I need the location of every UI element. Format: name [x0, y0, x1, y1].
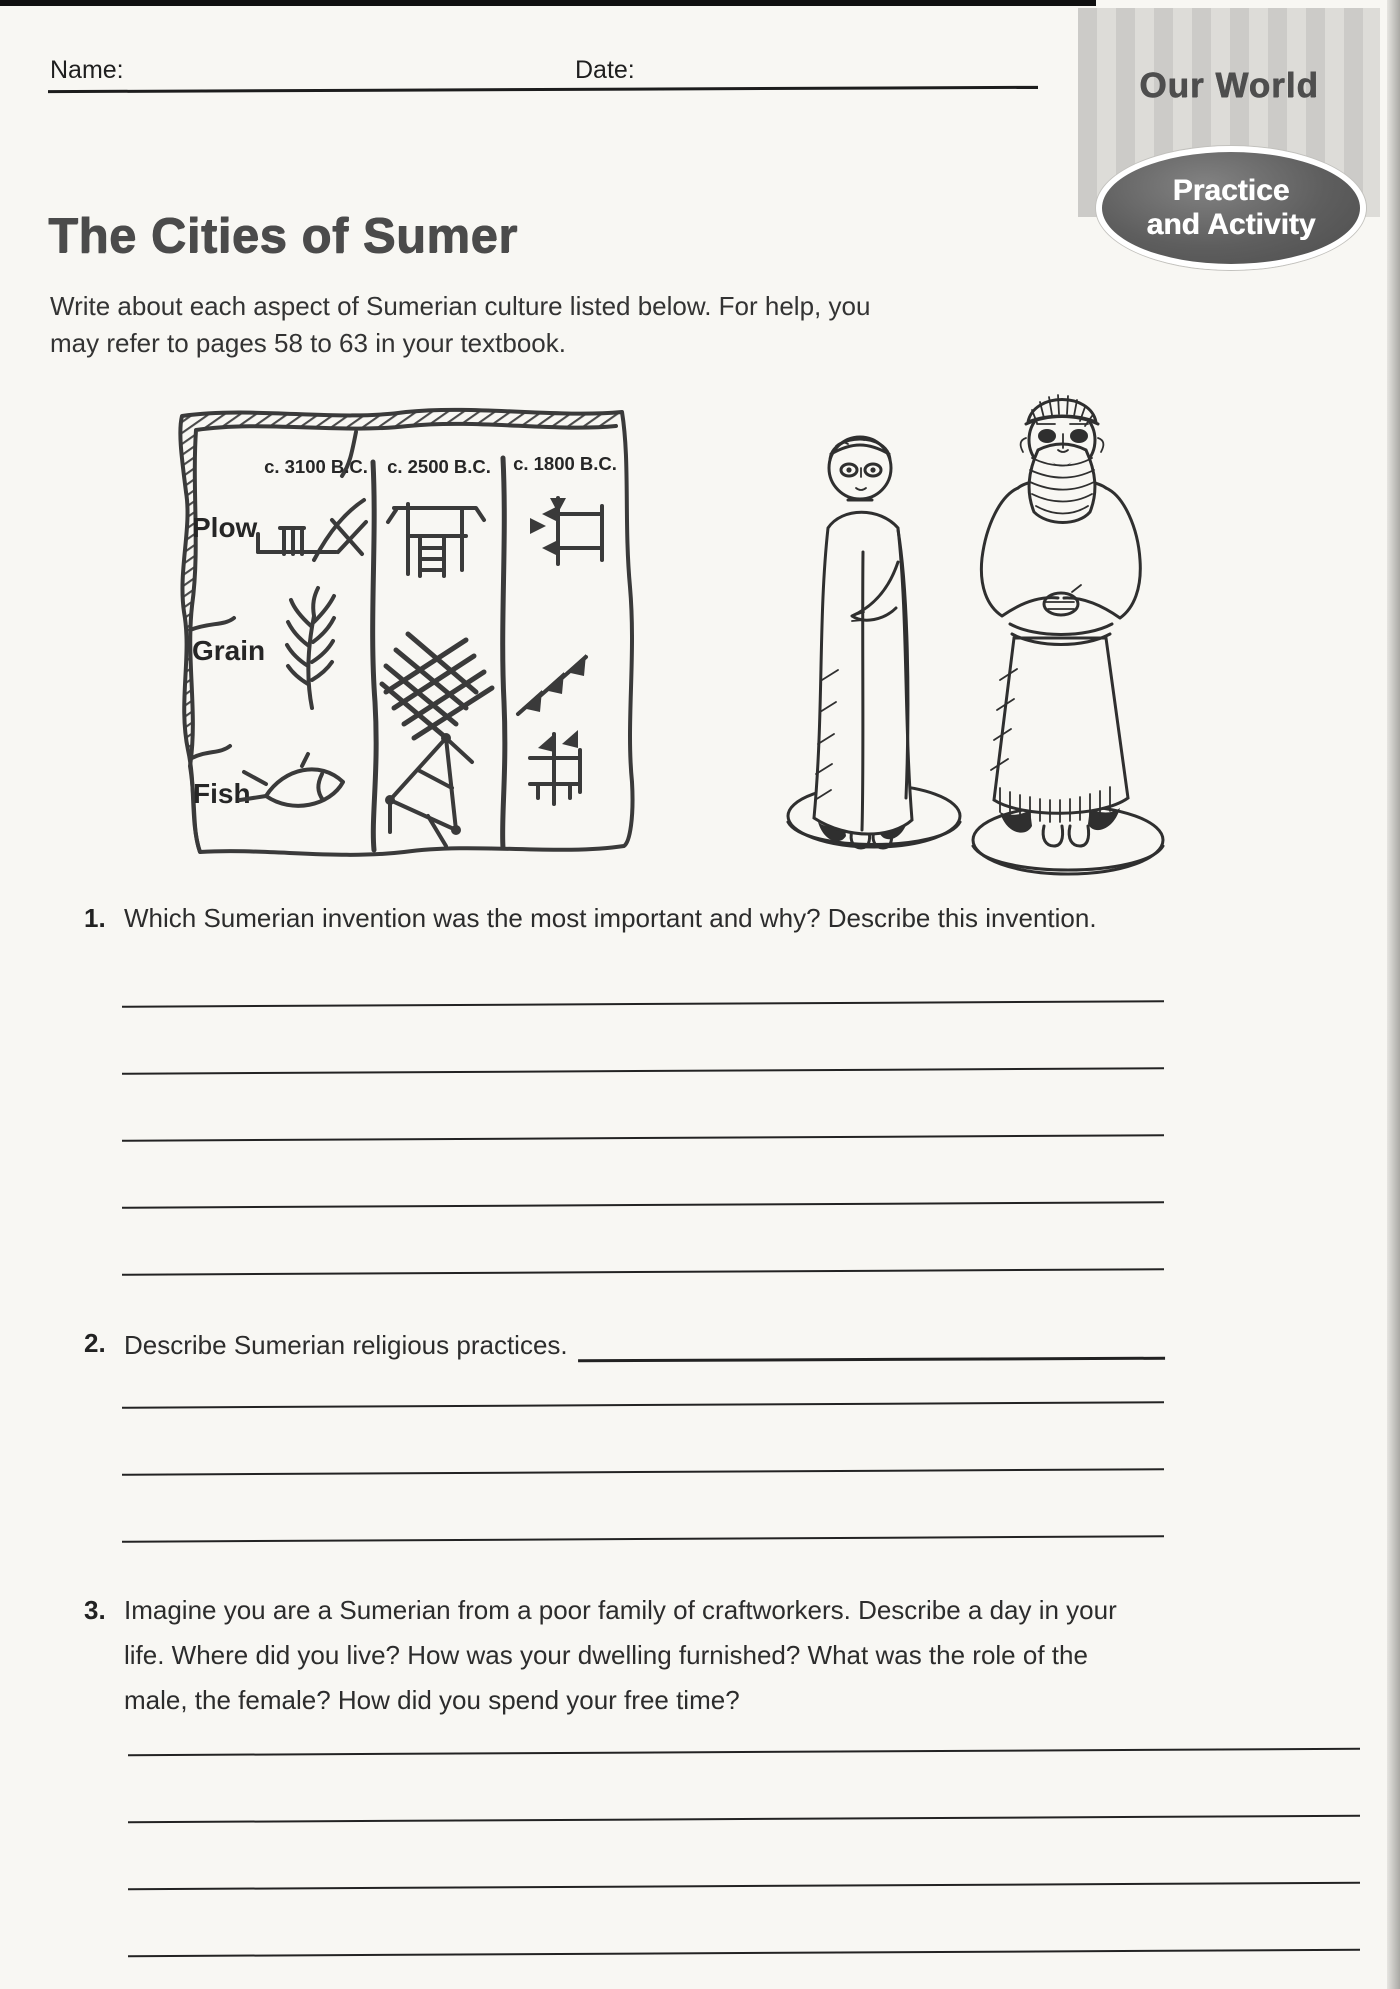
- row-label-grain: Grain: [192, 635, 266, 666]
- question-text-line: life. Where did you live? How was your dwelling furnished? What was the role of the: [124, 1640, 1088, 1670]
- row-label-fish: Fish: [193, 778, 251, 809]
- answer-line: [122, 1201, 1164, 1208]
- question-text: Which Sumerian invention was the most important and why? Describe this invention.: [124, 903, 1097, 933]
- name-date-line: [48, 86, 1038, 93]
- intro-line1: Write about each aspect of Sumerian culture listed below. For help, you: [50, 291, 871, 321]
- plow-3100-glyph: [258, 500, 366, 560]
- question-text-line: Imagine you are a Sumerian from a poor family of craftworkers. Describe a day in your: [124, 1595, 1117, 1625]
- badge-line1: Practice: [1172, 174, 1290, 207]
- tablet-crack: [192, 746, 230, 758]
- question-number: 1.: [84, 903, 106, 933]
- column-divider: [503, 458, 505, 848]
- grain-2500-glyph: [382, 634, 492, 738]
- question-2: [84, 1328, 1165, 1361]
- fish-2500-glyph: [385, 733, 472, 846]
- answer-line: [128, 1748, 1360, 1756]
- answer-line-inline: [578, 1327, 1166, 1363]
- question-3: [84, 1588, 1374, 1723]
- question-number: 3.: [84, 1595, 106, 1625]
- intro-line2: may refer to pages 58 to 63 in your textbook.: [50, 328, 566, 358]
- answer-line: [128, 1882, 1360, 1890]
- question-number: 2.: [84, 1328, 106, 1358]
- answer-line: [122, 1535, 1164, 1542]
- plow-2500-glyph: [388, 504, 484, 576]
- scan-edge-top: [0, 0, 1096, 6]
- plow-1800-glyph: [530, 498, 602, 564]
- brand-title: Our World: [1139, 66, 1319, 105]
- row-label-plow: Plow: [192, 512, 258, 543]
- answer-line: [128, 1949, 1360, 1957]
- practice-activity-badge: [1096, 146, 1366, 270]
- sumerian-statues-figure: [760, 380, 1190, 895]
- grain-1800-glyph: [518, 654, 586, 714]
- answer-line: [122, 1468, 1164, 1475]
- question-1: [84, 903, 1184, 934]
- era-column-header: c. 1800 B.C.: [513, 453, 617, 474]
- question-text: [124, 1588, 1117, 1723]
- era-column-header: c. 3100 B.C.: [264, 456, 368, 477]
- tablet-crack: [190, 618, 234, 630]
- era-column-header: c. 2500 B.C.: [387, 456, 491, 477]
- answer-line: [122, 1000, 1164, 1007]
- fish-3100-glyph: [240, 754, 343, 806]
- answer-line: [122, 1067, 1164, 1074]
- scan-edge-right: [1387, 0, 1400, 1989]
- female-statue: [788, 437, 960, 848]
- question-text: Describe Sumerian religious practices.: [124, 1330, 568, 1360]
- grain-3100-glyph: [287, 588, 334, 708]
- fish-1800-glyph: [530, 730, 580, 804]
- intro-text: [50, 288, 870, 362]
- answer-line: [122, 1401, 1164, 1408]
- question-text-line: male, the female? How did you spend your free time?: [124, 1685, 740, 1715]
- answer-line: [122, 1268, 1164, 1275]
- name-label: Name:: [50, 56, 124, 84]
- date-label: Date:: [575, 56, 635, 84]
- column-divider: [373, 462, 376, 850]
- answer-line: [128, 1815, 1360, 1823]
- cuneiform-tablet-figure: [146, 402, 644, 862]
- male-statue: [973, 395, 1163, 874]
- answer-line: [122, 1134, 1164, 1141]
- badge-line2: and Activity: [1146, 208, 1316, 241]
- page-title: The Cities of Sumer: [48, 209, 518, 263]
